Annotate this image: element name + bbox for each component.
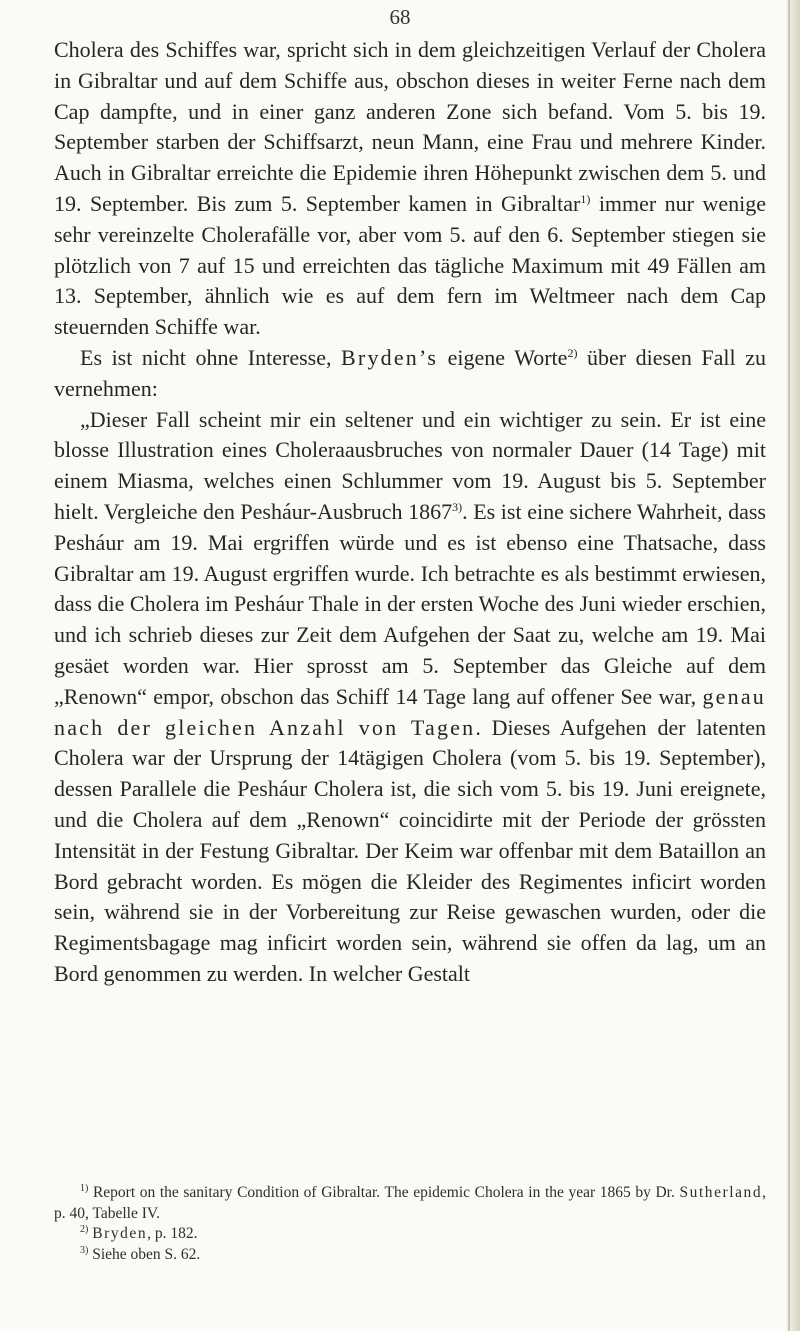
text-run: Report on the sanitary Condition of Gibraltar. The epidemic Cholera in the year 1865 by Dr. xyxy=(88,1184,680,1201)
text-run: . Es ist eine sichere Wahrheit, dass Pesháur am 19. Mai ergriffen würde und es ist ebenso eine Thatsache, dass Gibraltar am 19. August ergriffen wurde. Ich betrachte es als bestimmt erwiesen, dass die Cholera im Pesháur Thale in der ersten Woche des Juni wieder erschien, und ich schrieb dieses zur Zeit dem Aufgehen der Saat zu, welche am 19. Mai gesäet worden war. Hier sprosst am 5. September das Gleiche auf dem „Renown“ empor, obschon das Schiff 14 Tage lang auf offener See war, xyxy=(54,498,766,709)
body-text xyxy=(54,35,766,990)
footnote-ref: 1) xyxy=(580,191,591,206)
text-run: Siehe oben S. 62. xyxy=(88,1245,201,1263)
footnote xyxy=(54,1183,766,1224)
text-run: eigene Worte xyxy=(438,344,568,370)
text-run: . Dieses Aufgehen der latenten Cholera war der Ursprung der 14tägigen Cholera (vom 5. bis 19. September), dessen Parallele die Pesháur Cholera ist, die sich vom 5. bis 19. Juni ereignete, und die Cholera auf dem „Renown“ coincidirte mit der Periode der grössten Intensität in der Festung Gibraltar. Der Keim war offenbar mit dem Bataillon an Bord gebracht worden. Es mögen die Kleider des Regimentes inficirt worden sein, während sie in der Vorbereitung zur Reise gewaschen wurden, oder die Regimentsbagage mag inficirt worden sein, während sie offen da lag, um an Bord genommen zu werden. In welcher Gestalt xyxy=(54,714,766,986)
page-number: 68 xyxy=(389,5,411,29)
footnote xyxy=(54,1245,766,1266)
footnote-marker: 3) xyxy=(80,1244,89,1256)
text-run: immer nur wenige sehr vereinzelte Cholerafälle vor, aber vom 5. auf den 6. September stiegen sie plötzlich von 7 auf 15 und erreichten das tägliche Maximum mit 49 Fällen am 13. September, ähnlich wie es auf dem fern im Weltmeer nach dem Cap steuernden Schiffe war. xyxy=(54,190,766,340)
text-run: , p. 40, Tabelle IV. xyxy=(54,1184,766,1222)
footnotes xyxy=(54,1183,766,1265)
footnote-ref: 2) xyxy=(567,345,578,360)
emphasized-text: genau nach der gleichen Anzahl von Tagen xyxy=(54,683,766,740)
text-run: über diesen Fall zu vernehmen: xyxy=(54,344,766,401)
footnote-marker: 2) xyxy=(80,1224,89,1235)
footnote xyxy=(54,1224,766,1245)
scan-edge-line xyxy=(788,0,790,1331)
author-name: Sutherland xyxy=(679,1184,763,1201)
paragraph xyxy=(54,35,766,343)
text-run: , p. 182. xyxy=(147,1225,198,1242)
footnote-marker: 1) xyxy=(80,1183,89,1194)
footnote-ref: 3) xyxy=(452,499,463,514)
author-name: Bryden’s xyxy=(341,344,439,370)
text-run: „Dieser Fall scheint mir ein seltener und ein wichtiger zu sein. Er ist eine blosse Illustration eines Choleraausbruches von normaler Dauer (14 Tage) mit einem Miasma, welches einen Schlummer vom 19. August bis 5. September hielt. Vergleiche den Pesháur-Ausbruch 1867 xyxy=(54,406,766,524)
paragraph xyxy=(54,405,766,990)
paragraph xyxy=(54,343,766,405)
text-run: Es ist nicht ohne Interesse, xyxy=(80,344,342,370)
author-name: Bryden xyxy=(92,1225,148,1242)
text-run: Cholera des Schiffes war, spricht sich in dem gleichzeitigen Verlauf der Cholera in Gibraltar und auf dem Schiffe aus, obschon dieses in weiter Ferne nach dem Cap dampfte, und in einer ganz anderen Zone sich befand. Vom 5. bis 19. September starben der Schiffsarzt, neun Mann, eine Frau und mehrere Kinder. Auch in Gibraltar erreichte die Epidemie ihren Höhepunkt zwischen dem 5. und 19. September. Bis zum 5. September kamen in Gibraltar xyxy=(54,37,766,216)
